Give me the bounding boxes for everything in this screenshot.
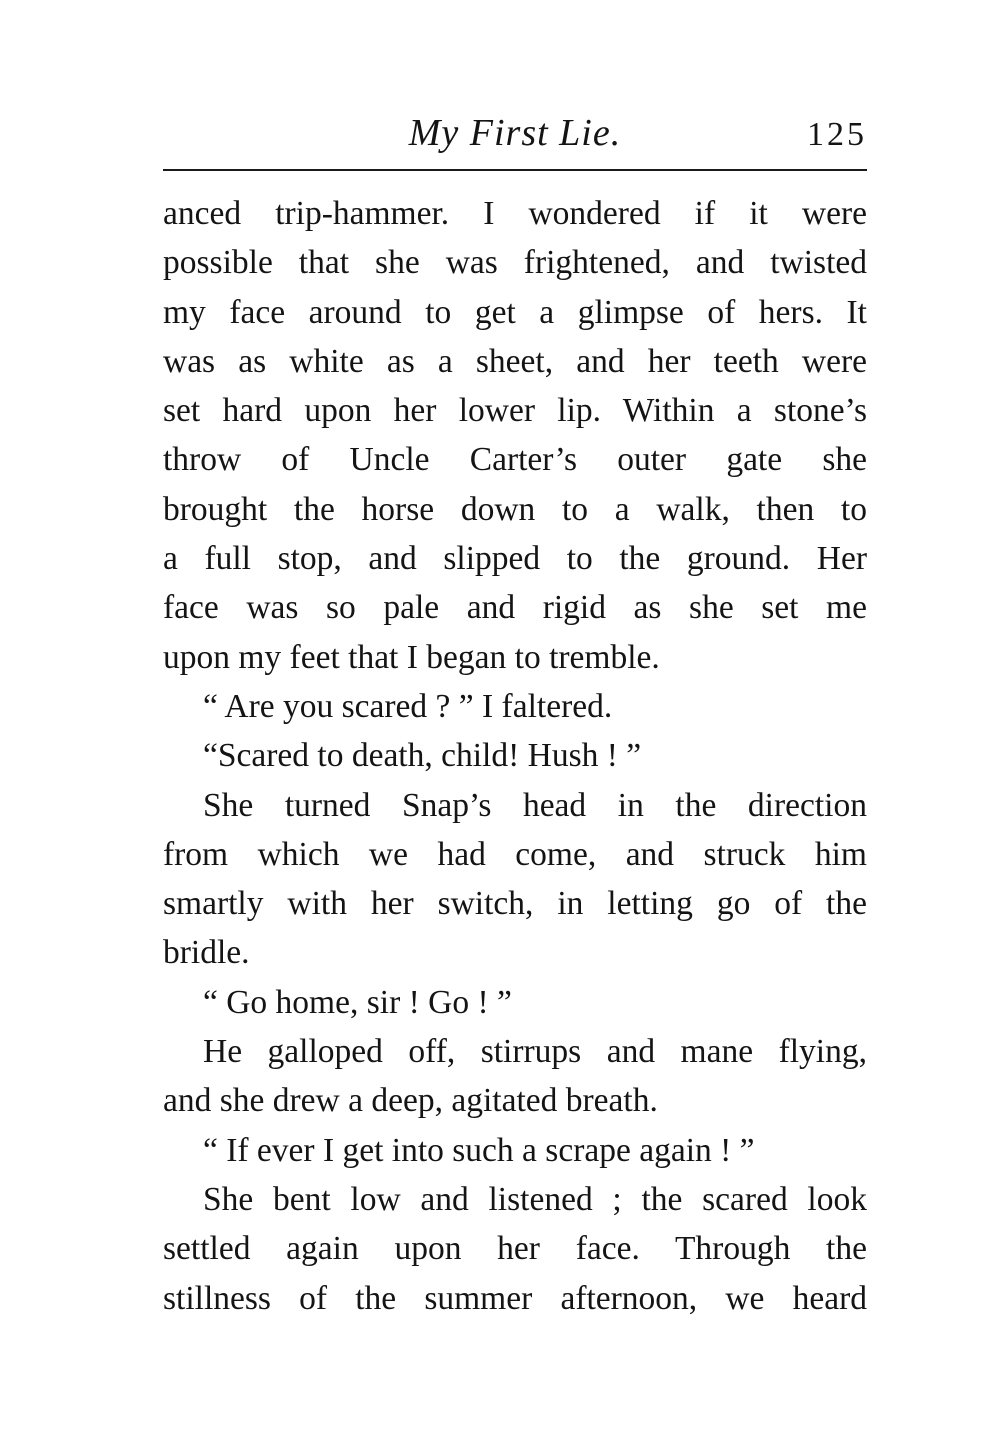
text-line: a full stop, and slipped to the ground. Her xyxy=(163,540,867,578)
text-line: “ Are you scared ? ” I faltered. xyxy=(203,687,613,725)
text-line: smartly with her switch, in letting go of the xyxy=(163,885,867,923)
text-line: “Scared to death, child! Hush ! ” xyxy=(203,737,642,775)
page-number: 125 xyxy=(807,116,867,153)
text-line: and she drew a deep, agitated breath. xyxy=(163,1082,658,1120)
text-line: from which we had come, and struck him xyxy=(163,835,867,873)
running-head xyxy=(163,107,867,159)
text-line: bridle. xyxy=(163,934,250,972)
header-rule xyxy=(163,169,867,171)
text-line: face was so pale and rigid as she set me xyxy=(163,589,867,627)
text-line: She bent low and listened ; the scared look xyxy=(203,1180,867,1218)
text-line: my face around to get a glimpse of hers. It xyxy=(163,293,867,331)
text-line: anced trip-hammer. I wondered if it were xyxy=(163,195,867,232)
text-line: throw of Uncle Carter’s outer gate she xyxy=(163,441,867,479)
text-line: brought the horse down to a walk, then to xyxy=(163,490,867,528)
text-line: “ If ever I get into such a scrape again ! ” xyxy=(203,1131,755,1169)
text-line: upon my feet that I began to tremble. xyxy=(163,638,660,676)
text-line: possible that she was frightened, and twisted xyxy=(163,244,867,282)
text-line: was as white as a sheet, and her teeth were xyxy=(163,342,867,380)
text-line: settled again upon her face. Through the xyxy=(163,1230,867,1268)
text-line: set hard upon her lower lip. Within a stone’s xyxy=(163,392,867,430)
running-title: My First Lie. xyxy=(408,112,622,154)
body-text xyxy=(163,189,867,1323)
text-line: He galloped off, stirrups and mane flying, xyxy=(203,1033,867,1071)
text-line: She turned Snap’s head in the direction xyxy=(203,786,867,824)
text-line: “ Go home, sir ! Go ! ” xyxy=(203,983,512,1021)
text-line: stillness of the summer afternoon, we heard xyxy=(163,1279,867,1317)
